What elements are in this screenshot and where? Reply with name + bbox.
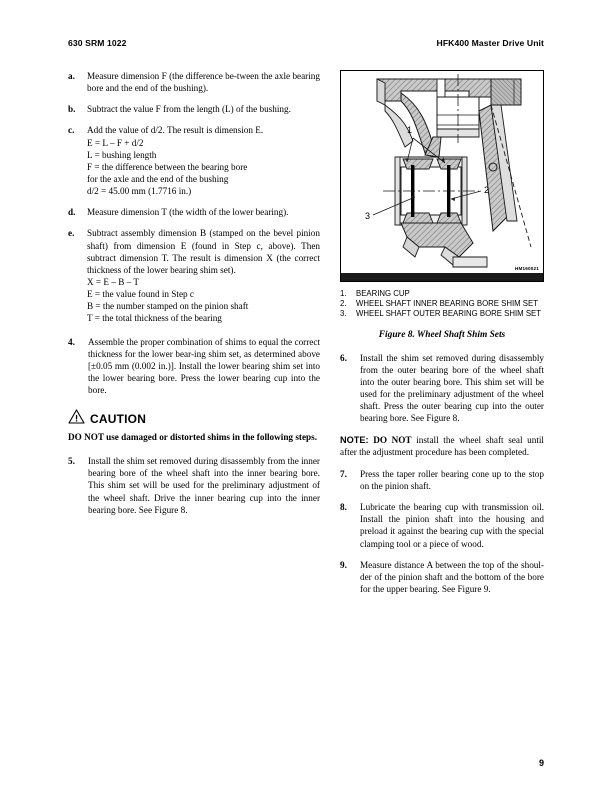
step-8-text: Lubricate the bearing cup with transmission oil. Install the pinion shaft into the housing and preload it against the bearing cup with the special clamping tool or a piece of wood.	[360, 502, 544, 549]
figure-legend	[340, 289, 544, 319]
step-6	[340, 352, 544, 425]
svg-text:1: 1	[407, 125, 413, 135]
step-9-text: Measure distance A between the top of the shoul-der of the pinion shaft and the bottom of the bore for the upper bearing. See Figure 9.	[360, 559, 544, 594]
step-4	[68, 336, 320, 397]
substep-c-equation-e: E = L – F + d/2	[87, 137, 144, 148]
legend-item-number: 3.	[340, 308, 347, 318]
substep-b-text: Subtract the value F from the length (L) of the bushing.	[87, 104, 291, 115]
caution-header	[68, 409, 320, 429]
substep-e-equation-x: X = E – B – T	[87, 276, 139, 287]
legend-item-number: 2.	[340, 298, 347, 308]
substep-c-definition-f-line1: F = the difference between the bearing bore	[87, 161, 248, 172]
substep-e-definition-b: B = the number stamped on the pinion shaft	[87, 301, 249, 312]
body-columns	[68, 70, 544, 604]
substep-c-definition-f-line2: for the axle and the end of the bushing	[87, 173, 229, 184]
legend-item-label: BEARING CUP	[356, 289, 410, 298]
svg-text:2: 2	[484, 185, 490, 195]
legend-item-number: 1.	[340, 289, 347, 298]
legend-item	[340, 299, 544, 309]
substep-c-definition-l: L = bushing length	[87, 149, 157, 160]
step-7-marker: 7.	[340, 468, 347, 479]
step-7	[340, 468, 544, 492]
substep-e	[68, 227, 320, 324]
step-6-text: Install the shim set removed during disassembly from the outer bearing bore of the wheel shaft into the outer bearing bore. This shim set will be used for the preliminary adjustment of the wheel shaft. Press the outer bearing cup into the outer bearing bore. See Figure 8.	[360, 352, 544, 424]
caution-text: DO NOT use damaged or distorted shims in the following steps.	[68, 432, 318, 443]
substep-e-marker: e.	[68, 228, 75, 239]
legend-item-label: WHEEL SHAFT INNER BEARING BORE SHIM SET	[356, 298, 538, 308]
substep-a	[68, 70, 320, 94]
step-4-marker: 4.	[68, 336, 75, 347]
header-right-unit-title: HFK400 Master Drive Unit	[436, 38, 544, 48]
substep-e-text: Subtract assembly dimension B (stamped on the bevel pinion shaft) from dimension E (found in Step c, above). Then subtract dimension T. The result is dimension X (the correct thickness of the lower bearing shim set).	[87, 228, 320, 275]
right-column	[340, 70, 544, 604]
left-column	[68, 70, 320, 604]
step-4-text: Assemble the proper combination of shims to equal the correct thickness for the lower bear-ing shim set, as determined above [±0.05 mm (0.002 in.)]. Install the lower bearing shim set into the lower bearing bore. Press the lower bearing cup into the bore.	[88, 336, 320, 396]
step-9	[340, 559, 544, 595]
step-8	[340, 501, 544, 550]
note-emphasis: DO NOT	[373, 434, 412, 445]
step-5	[68, 455, 320, 516]
legend-item-label: WHEEL SHAFT OUTER BEARING BORE SHIM SET	[356, 308, 541, 318]
note-label: NOTE:	[340, 434, 369, 445]
legend-item	[340, 309, 544, 319]
step-7-text: Press the taper roller bearing cone up to the stop on the pinion shaft.	[360, 468, 544, 491]
warning-triangle-icon	[68, 409, 85, 429]
substep-c-marker: c.	[68, 125, 75, 136]
svg-text:3: 3	[365, 211, 371, 221]
substep-d-text: Measure dimension T (the width of the lower bearing).	[87, 207, 289, 218]
caution-block	[68, 409, 320, 444]
substep-d-marker: d.	[68, 207, 76, 218]
step-5-marker: 5.	[68, 456, 75, 467]
substep-b	[68, 103, 320, 115]
figure-8-illustration	[340, 70, 544, 282]
step-6-marker: 6.	[340, 352, 347, 363]
substep-c	[68, 124, 320, 197]
caution-label: CAUTION	[90, 412, 147, 427]
substep-a-marker: a.	[68, 71, 75, 81]
page-header	[68, 38, 544, 48]
substep-d	[68, 206, 320, 218]
legend-item	[340, 289, 544, 299]
note-block	[340, 434, 544, 458]
substep-c-text: Add the value of d/2. The result is dimension E.	[87, 125, 264, 136]
substep-a-text: Measure dimension F (the difference be-tween the axle bearing bore and the end of the bushing).	[87, 71, 320, 94]
note-text: install the wheel shaft seal until after the adjustment procedure has been completed.	[340, 434, 544, 457]
page-number: 9	[538, 758, 544, 768]
step-9-marker: 9.	[340, 559, 347, 570]
header-left-manual-id: 630 SRM 1022	[68, 38, 127, 48]
figure-caption: Figure 8. Wheel Shaft Shim Sets	[378, 329, 506, 340]
substep-c-definition-d: d/2 = 45.00 mm (1.7716 in.)	[87, 186, 192, 197]
substep-b-marker: b.	[68, 104, 76, 115]
step-5-text: Install the shim set removed during disassembly from the inner bearing bore of the wheel shaft into the inner bearing bore. This shim set will be used for the preliminary adjustment of the wheel shaft. Drive the inner bearing cup into the inner bearing bore. See Figure 8.	[88, 456, 320, 515]
substep-e-definition-t: T = the total thickness of the bearing	[87, 313, 222, 324]
figure-id-code: HM160021	[514, 266, 539, 271]
step-8-marker: 8.	[340, 502, 347, 513]
substep-e-definition-e: E = the value found in Step c	[87, 289, 194, 300]
